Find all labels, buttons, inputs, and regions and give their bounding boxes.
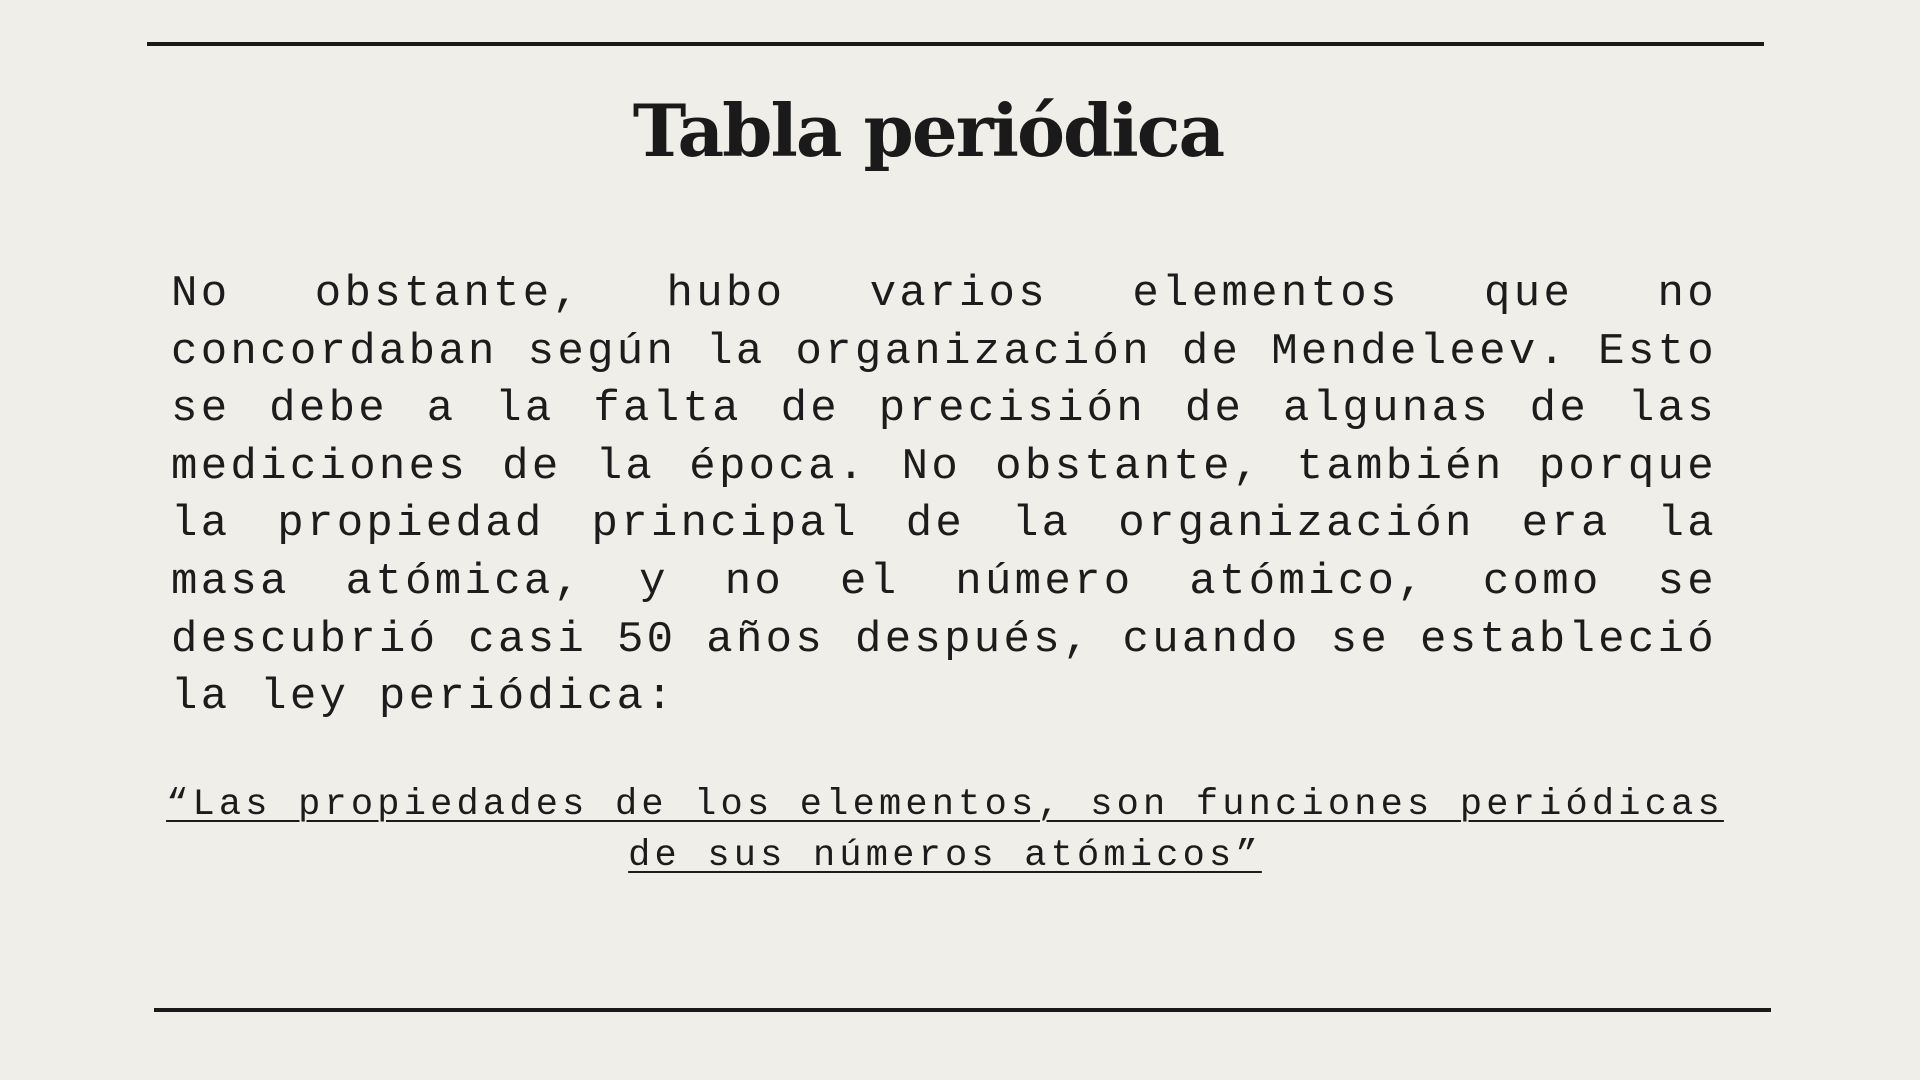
paragraph-line: masa atómica, y no el número atómico, como se bbox=[171, 556, 1717, 607]
paragraph-line: descubrió casi 50 años después, cuando se estableció bbox=[171, 614, 1717, 665]
page-title: Tabla periódica bbox=[632, 88, 1224, 173]
paragraph-line: No obstante, hubo varios elementos que no bbox=[171, 269, 1717, 319]
paragraph-line: mediciones de la época. No obstante, también porque bbox=[171, 441, 1717, 492]
paragraph-line: la ley periódica: bbox=[171, 672, 676, 723]
quote bbox=[0, 780, 1890, 882]
top-divider bbox=[147, 42, 1764, 46]
quote-line: “Las propiedades de los elementos, son funciones periódicas bbox=[166, 784, 1724, 826]
paragraph-line: la propiedad principal de la organización era la bbox=[171, 499, 1717, 550]
body-paragraph bbox=[171, 266, 1717, 727]
paragraph-line: concordaban según la organización de Mendeleev. Esto bbox=[171, 326, 1717, 377]
bottom-divider bbox=[154, 1008, 1771, 1012]
quote-line: de sus números atómicos” bbox=[628, 835, 1262, 877]
paragraph-line: se debe a la falta de precisión de algunas de las bbox=[171, 384, 1717, 435]
